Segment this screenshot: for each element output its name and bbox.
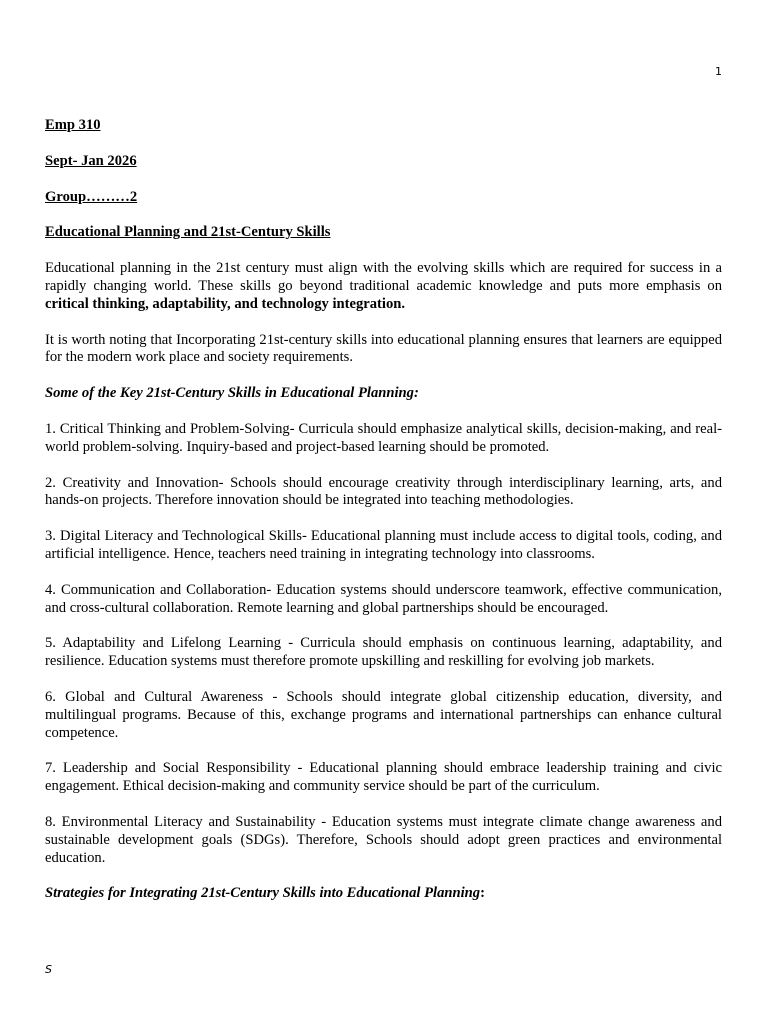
- note-paragraph: It is worth noting that Incorporating 21st-century skills into educational planning ensures that learners are equipped for the modern work place and society requirements.: [45, 331, 722, 366]
- intro-paragraph: [45, 260, 722, 313]
- skill-item-8: 8. Environmental Literacy and Sustainability - Education systems must integrate climate change awareness and sustainable development goals (SDGs). Therefore, Schools should adopt green practices and environmental education.: [45, 813, 722, 866]
- skill-item-1: 1. Critical Thinking and Problem-Solving- Curricula should emphasize analytical skills, decision-making, and real-world problem-solving. Inquiry-based and project-based learning should be promoted.: [45, 420, 722, 455]
- document-body: [45, 117, 722, 903]
- term-line: Sept- Jan 2026: [45, 152, 137, 169]
- skill-item-6: 6. Global and Cultural Awareness - Schools should integrate global citizenship education, diversity, and multilingual programs. Because of this, exchange programs and international partnerships can enhance cultural competence.: [45, 688, 722, 741]
- strategies-heading-colon: :: [480, 885, 485, 902]
- skill-item-4: 4. Communication and Collaboration- Education systems should underscore teamwork, effective communication, and cross-cultural collaboration. Remote learning and global partnerships should be encouraged.: [45, 581, 722, 616]
- skill-item-3: 3. Digital Literacy and Technological Skills- Educational planning must include access to digital tools, coding, and artificial intelligence. Hence, teachers need training in integrating technology into classrooms.: [45, 528, 722, 562]
- skill-item-7: 7. Leadership and Social Responsibility - Educational planning should embrace leadership training and civic engagement. Ethical decision-making and community service should be part of the curriculum.: [45, 760, 722, 795]
- intro-text: Educational planning in the 21st century must align with the evolving skills which are required for success in a rapidly changing world. These skills go beyond traditional academic knowledge and puts more emphasis on: [45, 260, 722, 294]
- document-title: Educational Planning and 21st-Century Skills: [45, 224, 331, 241]
- group-line: Group………2: [45, 188, 138, 205]
- intro-emphasis: critical thinking, adaptability, and technology integration.: [45, 295, 406, 312]
- skill-item-5: 5. Adaptability and Lifelong Learning - Curricula should emphasis on continuous learning, adaptability, and resilience. Education systems must therefore promote upskilling and reskilling for evolving job markets.: [45, 635, 722, 670]
- key-skills-heading: Some of the Key 21st-Century Skills in Educational Planning:: [45, 385, 419, 402]
- page-number: 1: [715, 65, 722, 78]
- footer-mark: S: [45, 963, 52, 976]
- course-code: Emp 310: [45, 117, 101, 133]
- strategies-heading-text: Strategies for Integrating 21st-Century Skills into Educational Planning: [45, 885, 481, 902]
- strategies-heading: [45, 885, 722, 903]
- skill-item-2: 2. Creativity and Innovation- Schools should encourage creativity through interdisciplinary learning, arts, and hands-on projects. Therefore innovation should be integrated into teaching methodologies.: [45, 474, 722, 509]
